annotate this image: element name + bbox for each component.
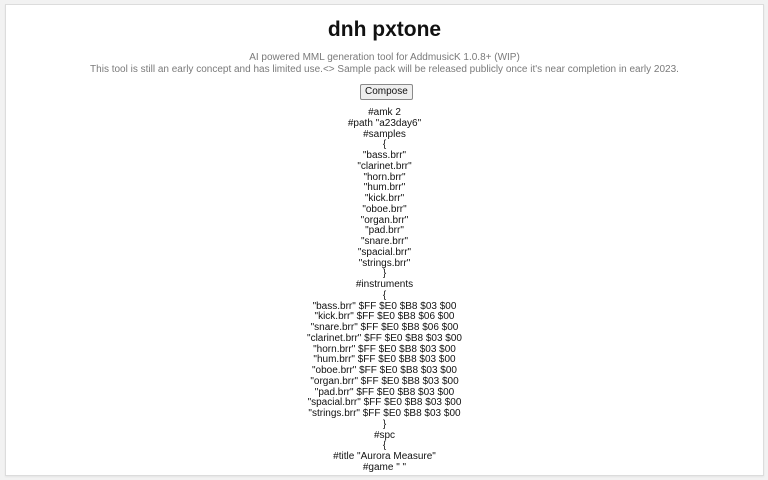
- output-line: "snare.brr" $FF $E0 $B8 $06 $00: [310, 322, 459, 333]
- output-line: #title "Aurora Measure": [333, 451, 436, 462]
- output-line: "organ.brr" $FF $E0 $B8 $03 $00: [310, 375, 459, 387]
- output-line: "oboe.brr": [362, 203, 407, 215]
- output-line: #spc: [373, 429, 396, 441]
- output-line: {: [382, 289, 387, 301]
- output-line: "horn.brr": [363, 171, 406, 183]
- output-line: "clarinet.brr": [357, 160, 412, 172]
- output-line: "spacial.brr" $FF $E0 $B8 $03 $00: [307, 397, 462, 409]
- output-line: "strings.brr": [358, 257, 411, 269]
- output-line: "bass.brr" $FF $E0 $B8 $03 $00: [312, 300, 457, 312]
- compose-button[interactable]: Compose: [360, 84, 413, 100]
- subtitle: [6, 52, 763, 76]
- page-title: dnh pxtone: [327, 18, 442, 41]
- output-line: "oboe.brr" $FF $E0 $B8 $03 $00: [312, 365, 457, 376]
- output-line: #game " ": [362, 461, 407, 473]
- mml-output: [6, 108, 763, 474]
- output-line: {: [382, 139, 387, 151]
- output-line: #amk 2: [368, 107, 401, 118]
- subtitle-line-description: AI powered MML generation tool for AddmusicK 1.0.8+ (WIP): [249, 52, 520, 63]
- output-line: #samples: [363, 128, 406, 140]
- output-line: "pad.brr": [365, 225, 404, 237]
- output-line: "pad.brr" $FF $E0 $B8 $03 $00: [314, 386, 455, 398]
- main-card: [5, 4, 764, 476]
- output-line: "horn.brr" $FF $E0 $B8 $03 $00: [313, 343, 456, 355]
- output-line: "snare.brr": [360, 236, 409, 247]
- output-line: "spacial.brr": [357, 246, 412, 258]
- subtitle-line-notice: This tool is still an early concept and has limited use.<> Sample pack will be released publicly once it's near completion in early 2023.: [90, 64, 679, 75]
- output-line: "organ.brr": [360, 214, 409, 226]
- output-line: #instruments: [355, 279, 414, 290]
- output-line: "bass.brr": [362, 150, 407, 161]
- output-line: {: [382, 440, 387, 452]
- output-line: "hum.brr": [363, 182, 406, 194]
- output-line: "kick.brr" $FF $E0 $B8 $06 $00: [314, 311, 455, 323]
- output-line: #path "a23day6": [347, 117, 422, 129]
- output-line: "hum.brr" $FF $E0 $B8 $03 $00: [313, 354, 456, 366]
- output-line: }: [382, 268, 387, 280]
- output-line: "strings.brr" $FF $E0 $B8 $03 $00: [308, 408, 461, 419]
- output-line: "clarinet.brr" $FF $E0 $B8 $03 $00: [307, 332, 462, 344]
- output-line: "kick.brr": [364, 193, 405, 204]
- output-line: }: [382, 418, 387, 430]
